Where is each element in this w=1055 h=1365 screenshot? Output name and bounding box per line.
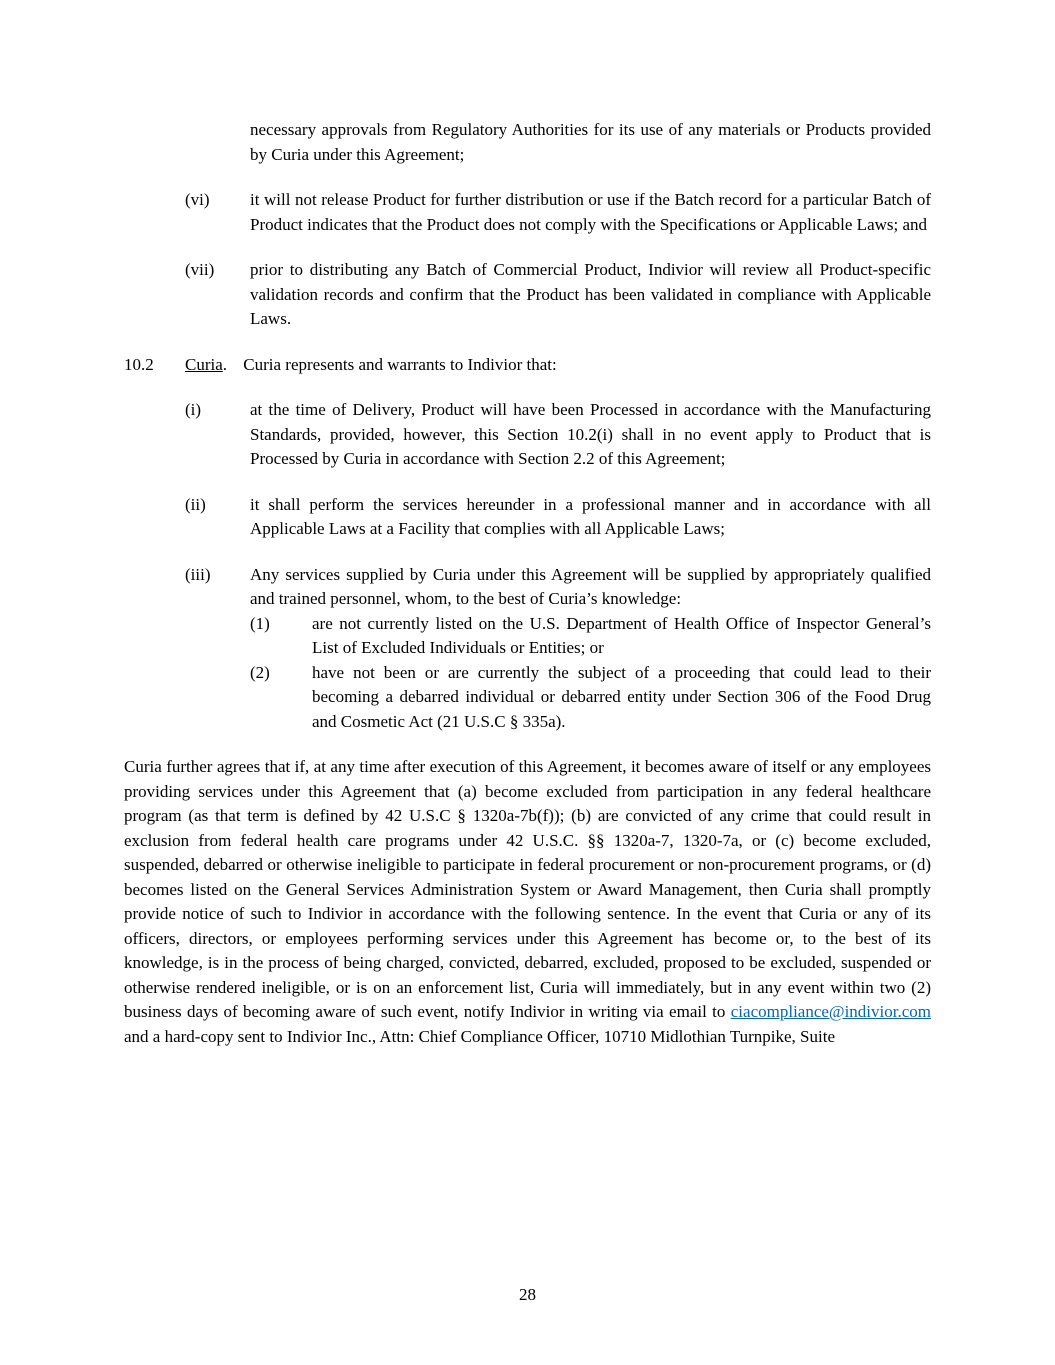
item-label-i: (i) [185, 400, 202, 419]
section-term: Curia. [185, 354, 228, 374]
section-number: 10.2 [124, 354, 154, 374]
section-heading-body [185, 353, 931, 378]
item-label-vii: (vii) [185, 260, 215, 279]
sub-item-label-1: (1) [250, 613, 270, 633]
sub-item-label-2: (2) [250, 662, 270, 682]
page-number: 28 [519, 1284, 536, 1304]
sub-item-text-2: have not been or are currently the subject of a proceeding that could lead to their becoming a debarred individual or debarred entity under Section 306 of the Food Drug and Cosmetic Act (21 U.S.C § 335a). [312, 662, 931, 731]
continuation-paragraph: necessary approvals from Regulatory Authorities for its use of any materials or Products provided by Curia under this Agreement; [250, 120, 931, 164]
list-item-ii [124, 493, 931, 542]
list-item-iii [124, 563, 931, 612]
section-heading-10-2 [124, 353, 931, 378]
section-heading-text: Curia represents and warrants to Indivior that: [243, 354, 557, 374]
compliance-email-link[interactable]: ciacompliance@indivior.com [730, 1002, 931, 1021]
list-item-vi [124, 188, 931, 237]
item-label-ii: (ii) [185, 494, 206, 514]
item-text-vi: it will not release Product for further distribution or use if the Batch record for a particular Batch of Product indicates that the Product does not comply with the Specifications or Applicable Laws; and [250, 190, 931, 234]
item-text-i: at the time of Delivery, Product will have been Processed in accordance with the Manufacturing Standards, provided, however, this Section 10.2(i) shall in no event apply to Product that is Processed by Curia in accordance with Section 2.2 of this Agreement; [250, 400, 931, 468]
item-text-ii: it shall perform the services hereunder in a professional manner and in accordance with all Applicable Laws at a Facility that complies with all Applicable Laws; [250, 494, 931, 538]
closing-text-after-link: and a hard-copy sent to Indivior Inc., Attn: Chief Compliance Officer, 10710 Midlothian Turnpike, Suite [124, 1026, 836, 1046]
sub-item-1 [250, 612, 931, 661]
item-label-iii: (iii) [185, 564, 211, 584]
closing-paragraph [124, 755, 931, 1049]
item-text-vii: prior to distributing any Batch of Commercial Product, Indivior will review all Product-specific validation records and confirm that the Product has been validated in compliance with Applicable Laws. [250, 260, 931, 328]
sub-item-2 [250, 661, 931, 735]
closing-text-before-link: Curia further agrees that if, at any time after execution of this Agreement, it becomes aware of itself or any employees providing services under this Agreement that (a) become excluded from participation in any federal healthcare program (as that term is defined by 42 U.S.C § 1320a-7b(f)); (b) are convicted of any crime that could result in exclusion from federal health care programs under 42 U.S.C. §§ 1320a-7, 1320-7a, or (c) become excluded, suspended, debarred or otherwise ineligible to participate in federal procurement or non-procurement programs, or (d) becomes listed on the General Services Administration System or Award Management, then Curia shall promptly provide notice of such to Indivior in accordance with the following sentence. In the event that Curia or any of its officers, directors, or employees performing services under this Agreement has become or, to the best of its knowledge, is in the process of being charged, convicted, debarred, excluded, proposed to be excluded, suspended or otherwise rendered ineligible, or is on an enforcement list, Curia will immediately, but in any event within two (2) business days of becoming aware of such event, notify Indivior in writing via email to [124, 757, 931, 1021]
item-text-iii: Any services supplied by Curia under this Agreement will be supplied by appropriately qualified and trained personnel, whom, to the best of Curia’s knowledge: [250, 564, 931, 608]
list-item-i [124, 398, 931, 472]
sub-item-text-1: are not currently listed on the U.S. Department of Health Office of Inspector General’s List of Excluded Individuals or Entities; or [312, 613, 931, 657]
list-item-vii [124, 258, 931, 332]
item-label-vi: (vi) [185, 190, 210, 209]
